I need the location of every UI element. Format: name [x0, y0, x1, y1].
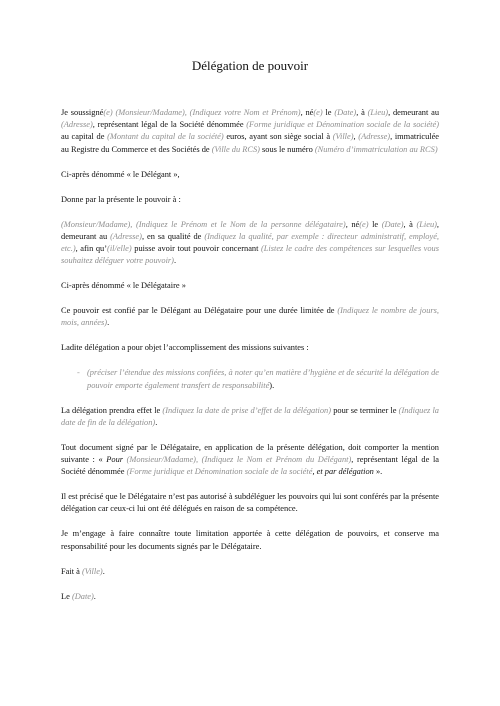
- list-item-text: (préciser l’étendue des missions confiées, à noter qu’en matière d’hygiène et de sécurité la délégation de pouvoir emporte également transfert de responsabilité).: [87, 368, 439, 390]
- paragraph-gives-power: Donne par la présente le pouvoir à :: [61, 194, 181, 204]
- paragraph-delegataire-label: Ci-après dénommé « le Délégataire »: [61, 281, 186, 291]
- paragraph-delegant-identity: Je soussigné(e) (Monsieur/Madame), (Indiquez votre Nom et Prénom), né(e) le (Date), à (Lieu), demeurant au (Adresse), représentant légal de la Société dénommée (Forme juridique et Dénomination sociale de la société) au capital de (Montant du capital de la société) euros, ayant son siège social à (Ville), (Adresse), immatriculée au Registre du Commerce et des Sociétés de (Ville du RCS) sous le numéro (Numéro d’immatriculation au RCS): [61, 108, 440, 154]
- paragraph-duration: Ce pouvoir est confié par le Délégant au Délégataire pour une durée limitée de (Indiquez le nombre de jours, mois, années).: [61, 306, 439, 328]
- paragraph-effective-dates: La délégation prendra effet le (Indiquez la date de prise d’effet de la délégation) pour se terminer le (Indiquez la date de fin de la délégation).: [61, 405, 439, 427]
- signature-date: Le (Date).: [61, 591, 96, 601]
- list-item: [61, 367, 439, 391]
- paragraph-no-subdelegation: Il est précisé que le Délégataire n’est pas autorisé à subdéléguer les pouvoirs qui lui sont conférés par la présente délégation car ceux-ci lui ont été délégués en raison de sa compétence.: [61, 492, 439, 514]
- list-bullet: -: [77, 368, 80, 378]
- document-title: Délégation de pouvoir: [191, 58, 309, 73]
- signature-place: Fait à (Ville).: [61, 566, 105, 576]
- paragraph-delegant-label: Ci-après dénommé « le Délégant »,: [61, 169, 180, 179]
- paragraph-commitment: Je m’engage à faire connaître toute limitation apportée à cette délégation de pouvoirs, et conserve ma responsabilité pour les documents signés par le Délégataire.: [61, 529, 439, 551]
- paragraph-delegataire-identity: (Monsieur/Madame), (Indiquez le Prénom et le Nom de la personne délégataire), né(e) le (Date), à (Lieu), demeurant au (Adresse), en sa qualité de (Indiquez la qualité, par exemple : directeur administratif, employé, etc.), afin qu’(il/elle) puisse avoir tout pouvoir concernant (Listez le cadre des compétences sur lesquelles vous souhaitez déléguer votre pouvoir).: [61, 219, 440, 266]
- paragraph-signature-mention: Tout document signé par le Délégataire, en application de la présente délégation, doit comporter la mention suivante : « Pour (Monsieur/Madame), (Indiquez le Nom et Prénom du Délégant), représentant légal de la Société dénommée (Forme juridique et Dénomination sociale de la société, et par délégation ».: [61, 442, 439, 477]
- paragraph-missions-intro: Ladite délégation a pour objet l’accomplissement des missions suivantes :: [61, 343, 309, 353]
